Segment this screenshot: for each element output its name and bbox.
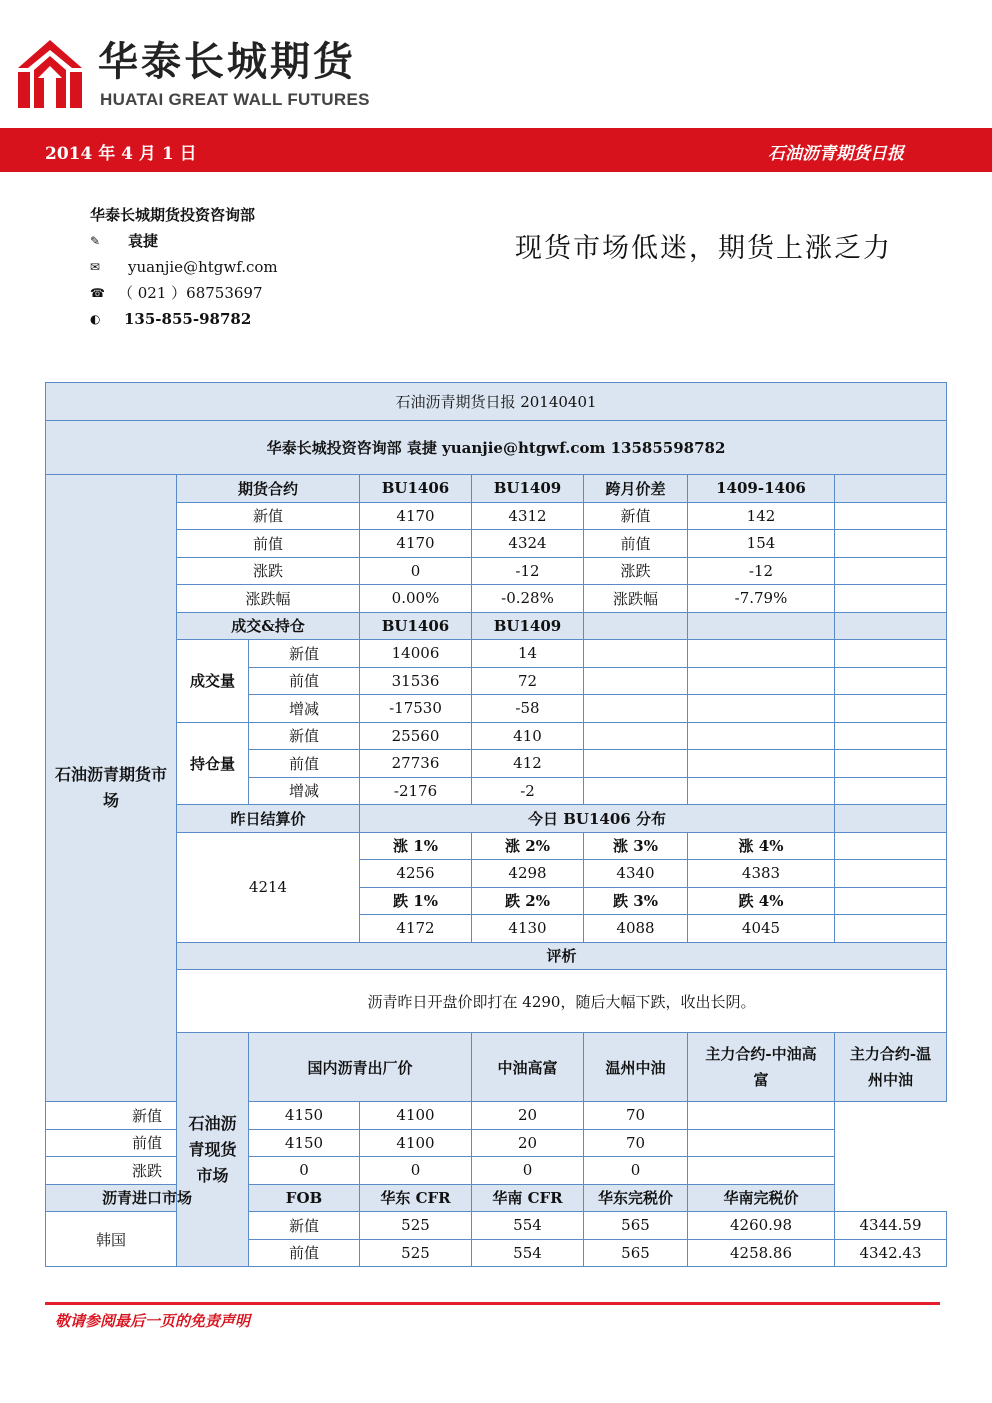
cell: 14006 bbox=[360, 640, 472, 668]
empty-cell bbox=[835, 475, 947, 503]
cell: 4258.86 bbox=[688, 1239, 835, 1267]
table-title-row bbox=[46, 383, 947, 421]
row-label: 增减 bbox=[249, 695, 360, 723]
cell: -0.28% bbox=[472, 585, 584, 613]
cell: 0 bbox=[249, 1157, 360, 1185]
header-cell: BU1409 bbox=[472, 612, 584, 640]
cell: 4045 bbox=[688, 915, 835, 943]
row-label: 涨跌 bbox=[584, 557, 688, 585]
down-label: 跌 3% bbox=[584, 887, 688, 915]
cell: 4260.98 bbox=[688, 1212, 835, 1240]
comment-label: 评析 bbox=[177, 942, 947, 970]
settle-label: 昨日结算价 bbox=[177, 805, 360, 833]
brand-name-en: HUATAI GREAT WALL FUTURES bbox=[100, 90, 370, 109]
header-cell: FOB bbox=[249, 1184, 360, 1212]
row-label: 增减 bbox=[249, 777, 360, 805]
table-subtitle-row bbox=[46, 421, 947, 475]
footer-divider bbox=[45, 1302, 940, 1305]
empty-cell bbox=[688, 612, 835, 640]
cell: 14 bbox=[472, 640, 584, 668]
cell: 4100 bbox=[360, 1129, 472, 1157]
row-label: 前值 bbox=[249, 750, 360, 778]
table-subtitle: 华泰长城投资咨询部 袁捷 yuanjie@htgwf.com 13585598782 bbox=[46, 421, 947, 475]
down-label: 跌 4% bbox=[688, 887, 835, 915]
brand-name-cn: 华泰长城期货 bbox=[98, 39, 356, 85]
row-label: 新值 bbox=[249, 722, 360, 750]
cell: 554 bbox=[472, 1239, 584, 1267]
cell: 4324 bbox=[472, 530, 584, 558]
cell: -7.79% bbox=[688, 585, 835, 613]
cell: 0 bbox=[360, 557, 472, 585]
header-cell: 1409-1406 bbox=[688, 475, 835, 503]
cell: 4256 bbox=[360, 860, 472, 888]
header-cell: 华南 CFR bbox=[472, 1184, 584, 1212]
cell: -2176 bbox=[360, 777, 472, 805]
table-row bbox=[46, 502, 947, 530]
volume-header-row bbox=[46, 612, 947, 640]
cell: 4344.59 bbox=[835, 1212, 947, 1240]
empty-cell bbox=[835, 557, 947, 585]
phone-icon: ☎ bbox=[90, 286, 105, 300]
comment-header-row bbox=[46, 942, 947, 970]
cell: 412 bbox=[472, 750, 584, 778]
cell: 4150 bbox=[249, 1102, 360, 1130]
cell: 4340 bbox=[584, 860, 688, 888]
cell: 4170 bbox=[360, 502, 472, 530]
cell: 25560 bbox=[360, 722, 472, 750]
cell: -12 bbox=[688, 557, 835, 585]
empty-cell bbox=[835, 612, 947, 640]
row-label: 涨跌 bbox=[46, 1157, 249, 1185]
table-row bbox=[46, 585, 947, 613]
cell: 4088 bbox=[584, 915, 688, 943]
analyst-name: 袁捷 bbox=[128, 232, 159, 250]
header-cell: 华东完税价 bbox=[584, 1184, 688, 1212]
cell: 0 bbox=[472, 1157, 584, 1185]
header-cell: BU1406 bbox=[360, 612, 472, 640]
row-label: 新值 bbox=[177, 502, 360, 530]
cell: 20 bbox=[472, 1129, 584, 1157]
cell: 0 bbox=[360, 1157, 472, 1185]
cell: 4298 bbox=[472, 860, 584, 888]
row-label: 前值 bbox=[177, 530, 360, 558]
cell: 0 bbox=[584, 1157, 688, 1185]
empty-cell bbox=[835, 502, 947, 530]
header-cell: 主力合约-温州中油 bbox=[835, 1033, 947, 1102]
header-banner bbox=[0, 128, 992, 172]
cell: 154 bbox=[688, 530, 835, 558]
import-header-row bbox=[46, 1184, 947, 1212]
cell: -12 bbox=[472, 557, 584, 585]
header-cell: 温州中油 bbox=[584, 1033, 688, 1102]
cell: 554 bbox=[472, 1212, 584, 1240]
cell: 4172 bbox=[360, 915, 472, 943]
mobile-icon: ◐ bbox=[90, 312, 101, 326]
cell: 525 bbox=[360, 1239, 472, 1267]
empty-cell bbox=[584, 612, 688, 640]
department: 华泰长城期货投资咨询部 bbox=[90, 206, 256, 224]
header-cell: 沥青进口市场 bbox=[46, 1184, 249, 1212]
distribution-header-row bbox=[46, 805, 947, 833]
cell: 4383 bbox=[688, 860, 835, 888]
cell: 565 bbox=[584, 1212, 688, 1240]
header-cell: 跨月价差 bbox=[584, 475, 688, 503]
company-logo bbox=[16, 38, 84, 110]
cell: -2 bbox=[472, 777, 584, 805]
row-label: 前值 bbox=[46, 1129, 249, 1157]
header-cell: 国内沥青出厂价 bbox=[249, 1033, 472, 1102]
contact-block bbox=[90, 202, 278, 332]
table-row bbox=[46, 1157, 947, 1185]
table-row bbox=[46, 530, 947, 558]
pencil-icon: ✎ bbox=[90, 234, 101, 248]
cell: 4100 bbox=[360, 1102, 472, 1130]
up-label: 涨 1% bbox=[360, 832, 472, 860]
cell: 0.00% bbox=[360, 585, 472, 613]
cell: -17530 bbox=[360, 695, 472, 723]
phone: （ 021 ）68753697 bbox=[118, 284, 263, 302]
row-label: 新值 bbox=[249, 1212, 360, 1240]
report-title: 石油沥青期货日报 bbox=[768, 144, 904, 164]
empty-cell bbox=[835, 805, 947, 833]
table-row bbox=[46, 640, 947, 668]
down-label: 跌 2% bbox=[472, 887, 584, 915]
cell: 4342.43 bbox=[835, 1239, 947, 1267]
cell: 70 bbox=[584, 1129, 688, 1157]
row-label: 前值 bbox=[249, 667, 360, 695]
row-label: 前值 bbox=[584, 530, 688, 558]
comment-text: 沥青昨日开盘价即打在 4290，随后大幅下跌，收出长阴。 bbox=[177, 970, 947, 1033]
cell: 20 bbox=[472, 1102, 584, 1130]
comment-row bbox=[46, 970, 947, 1033]
volume-label: 成交量 bbox=[177, 640, 249, 723]
cell: 4170 bbox=[360, 530, 472, 558]
header-cell: BU1409 bbox=[472, 475, 584, 503]
cell: 565 bbox=[584, 1239, 688, 1267]
row-label: 涨跌幅 bbox=[584, 585, 688, 613]
table-row bbox=[46, 722, 947, 750]
header-cell: BU1406 bbox=[360, 475, 472, 503]
futures-header-row bbox=[46, 475, 947, 503]
mail-icon: ✉ bbox=[90, 260, 101, 274]
email[interactable]: yuanjie@htgwf.com bbox=[128, 258, 278, 276]
cell: 525 bbox=[360, 1212, 472, 1240]
disclaimer[interactable]: 敬请参阅最后一页的免责声明 bbox=[55, 1312, 251, 1330]
empty-cell bbox=[835, 530, 947, 558]
import-country: 韩国 bbox=[46, 1212, 177, 1267]
spot-header-row bbox=[46, 1033, 947, 1102]
table-row bbox=[46, 832, 947, 860]
cell: 72 bbox=[472, 667, 584, 695]
row-label: 涨跌幅 bbox=[177, 585, 360, 613]
cell: 31536 bbox=[360, 667, 472, 695]
cell: 27736 bbox=[360, 750, 472, 778]
table-title: 石油沥青期货日报 20140401 bbox=[46, 383, 947, 421]
report-date: 2014 年 4 月 1 日 bbox=[45, 144, 197, 164]
oi-label: 持仓量 bbox=[177, 722, 249, 805]
empty-cell bbox=[835, 585, 947, 613]
settle-value: 4214 bbox=[177, 832, 360, 942]
header-cell: 华南完税价 bbox=[688, 1184, 835, 1212]
cell: 4312 bbox=[472, 502, 584, 530]
down-label: 跌 1% bbox=[360, 887, 472, 915]
up-label: 涨 4% bbox=[688, 832, 835, 860]
row-label: 前值 bbox=[249, 1239, 360, 1267]
dist-label: 今日 BU1406 分布 bbox=[360, 805, 835, 833]
cell: 142 bbox=[688, 502, 835, 530]
row-label: 涨跌 bbox=[177, 557, 360, 585]
report-table bbox=[45, 382, 947, 1267]
up-label: 涨 3% bbox=[584, 832, 688, 860]
cell: 70 bbox=[584, 1102, 688, 1130]
table-row bbox=[46, 1129, 947, 1157]
table-row bbox=[46, 1102, 947, 1130]
section-futures: 石油沥青期货市场 bbox=[46, 475, 177, 1102]
row-label: 新值 bbox=[584, 502, 688, 530]
header-cell: 华东 CFR bbox=[360, 1184, 472, 1212]
headline: 现货市场低迷，期货上涨乏力 bbox=[515, 233, 892, 264]
cell: -58 bbox=[472, 695, 584, 723]
header-cell: 中油高富 bbox=[472, 1033, 584, 1102]
header-cell: 期货合约 bbox=[177, 475, 360, 503]
header-cell: 主力合约-中油高富 bbox=[688, 1033, 835, 1102]
row-label: 新值 bbox=[46, 1102, 249, 1130]
cell: 4150 bbox=[249, 1129, 360, 1157]
up-label: 涨 2% bbox=[472, 832, 584, 860]
mobile: 135-855-98782 bbox=[124, 310, 252, 328]
cell: 4130 bbox=[472, 915, 584, 943]
table-row bbox=[46, 557, 947, 585]
header-cell: 成交&持仓 bbox=[177, 612, 360, 640]
cell: 410 bbox=[472, 722, 584, 750]
section-spot: 石油沥青现货市场 bbox=[177, 1033, 249, 1267]
row-label: 新值 bbox=[249, 640, 360, 668]
